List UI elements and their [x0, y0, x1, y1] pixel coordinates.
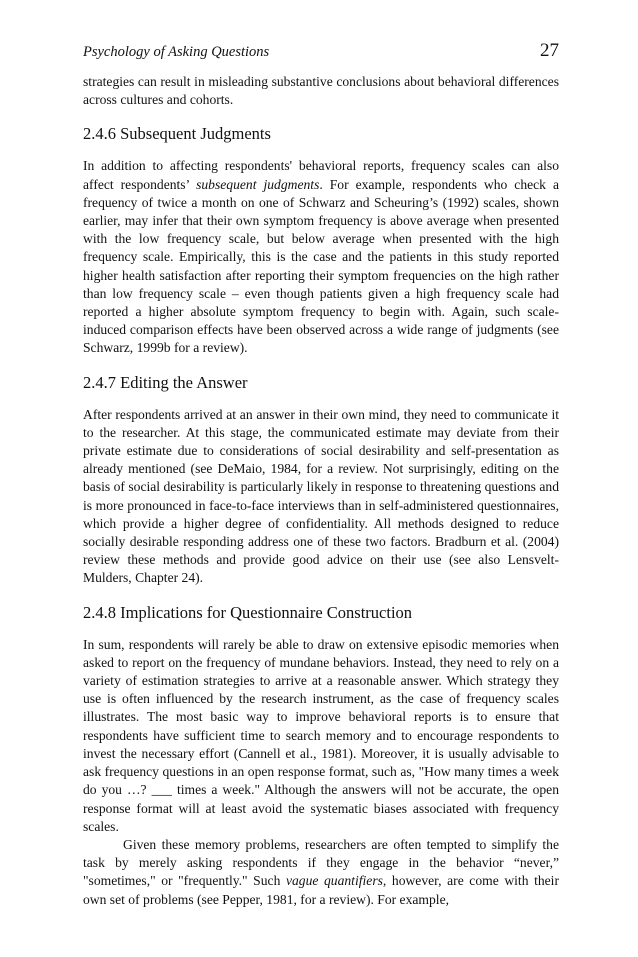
text-segment: Given these memory problems, researchers are often tempted to simplify the task by merely asking respondents if they engage in the behavior “never,” "sometimes," or "frequently." Such — [83, 836, 559, 889]
section-heading-2-4-7: 2.4.7 Editing the Answer — [83, 372, 248, 392]
section-heading-2-4-6: 2.4.6 Subsequent Judgments — [83, 124, 271, 144]
section-heading-2-4-8: 2.4.8 Implications for Questionnaire Construction — [83, 602, 413, 622]
text-segment: . For example, respondents who check a frequency of twice a month on one of Schwarz and Scheuring’s (1992) scales, shown earlier, may infer that their own symptom frequency is above average when presented with the low frequency scale, but below average when presented with the high frequency scale. Empirically, this is the case and the patients in this study reported higher health satisfaction after reporting their symptom frequencies on the high rather than low frequency scale – even though patients given a high frequency scale had reported a higher absolute symptom frequency to begin with. Again, such scale-induced comparison effects have been observed across a wide range of judgments (see Schwarz, 1999b for a review). — [83, 176, 559, 356]
running-header — [83, 40, 559, 66]
paragraph-subsequent-judgments — [83, 157, 559, 357]
text-segment: however, are come with their own set of problems (see Pepper, 1981, for a review). For example, — [83, 873, 559, 907]
page — [83, 40, 559, 909]
intro-paragraph: strategies can result in misleading substantive conclusions about behavioral differences across cultures and cohorts. — [83, 74, 559, 108]
paragraph-implications-2 — [83, 836, 559, 909]
paragraph-editing-answer: After respondents arrived at an answer in their own mind, they need to communicate it to the researcher. At this stage, the communicated estimate may deviate from their private estimate due to considerations of social desirability and self-presentation as already mentioned (see DeMaio, 1984, for a review. Not surprisingly, editing on the basis of social desirability is particularly likely in response to threatening questions and is more pronounced in face-to-face interviews than in self-administered questionnaires, which provide a higher degree of confidentiality. All methods designed to reduce socially desirable responding address one of these two factors. Bradburn et al. (2004) review these methods and provide good advice on their use (see also Lensvelt-Mulders, Chapter 24). — [83, 406, 559, 586]
italic-term: subsequent judgments — [196, 176, 320, 192]
running-title: Psychology of Asking Questions — [83, 44, 270, 60]
page-number: 27 — [540, 40, 559, 61]
text-segment: In addition to affecting respondents' behavioral reports, frequency scales can also affect respondents’ — [83, 158, 559, 192]
italic-term: vague quantifiers, — [285, 873, 387, 889]
paragraph-implications-1: In sum, respondents will rarely be able to draw on extensive episodic memories when asked to report on the frequency of mundane behaviors. Instead, they need to rely on a variety of estimation strategies to arrive at a reasonable answer. Which strategy they use is often influenced by the research instrument, as the case of frequency scales illustrates. The most basic way to improve behavioral reports is to ensure that respondents have sufficient time to search memory and to encourage respondents to invest the necessary effort (Cannell et al., 1981). Moreover, it is usually advisable to ask frequency questions in an open response format, such as, "How many times a week do you …? ___ times a week." Although the answers will not be accurate, the open response format will at least avoid the systematic biases associated with frequency scales. — [83, 636, 559, 834]
